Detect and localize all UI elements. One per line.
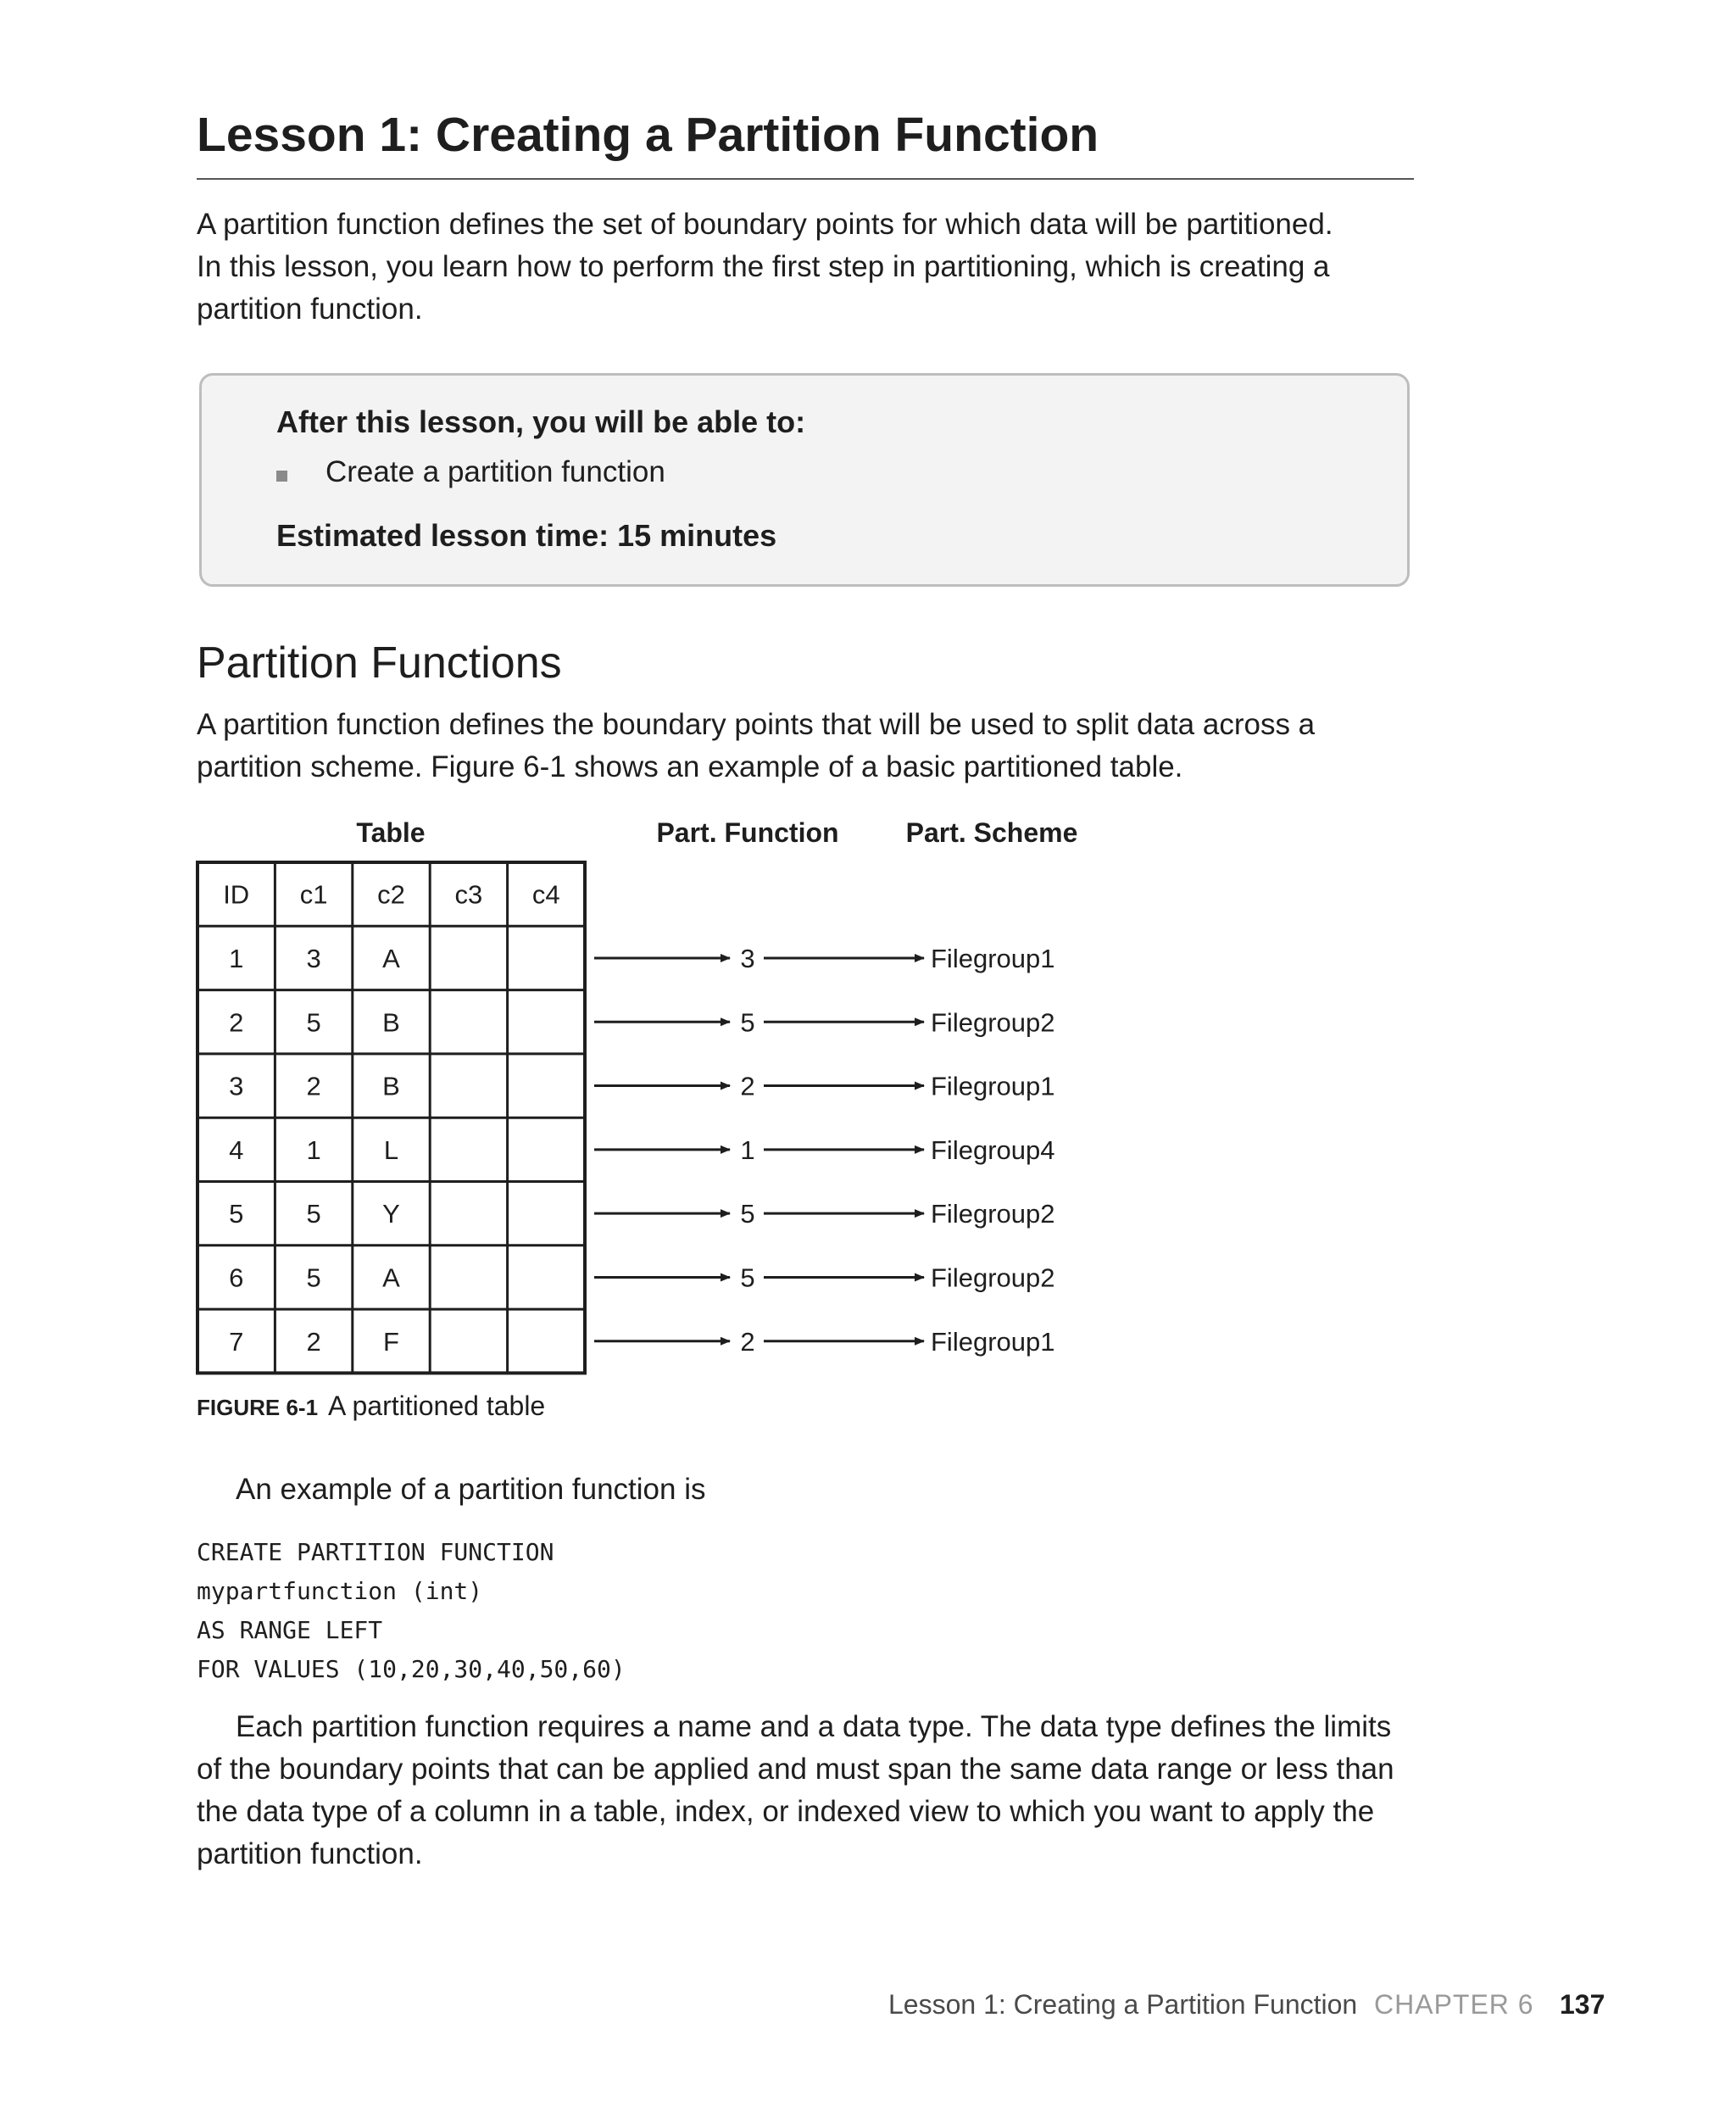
table-cell: 4 bbox=[229, 1134, 244, 1165]
table-cell: 3 bbox=[229, 1071, 244, 1101]
table-header: Table bbox=[356, 817, 426, 848]
intro-line-1: A partition function defines the set of boundary points for which data will be partitioned. bbox=[197, 208, 1333, 241]
footer-chapter: CHAPTER 6 bbox=[1374, 1989, 1534, 2020]
table-cell: 2 bbox=[306, 1071, 321, 1101]
filegroup-label: Filegroup2 bbox=[931, 1007, 1055, 1038]
table-cell: 2 bbox=[229, 1007, 244, 1038]
section-heading: Partition Functions bbox=[197, 638, 562, 688]
table-column-header: c2 bbox=[377, 879, 405, 910]
intro-line-2: In this lesson, you learn how to perform the first step in partitioning, which is creating a bbox=[197, 250, 1330, 283]
table-cell: F bbox=[383, 1326, 399, 1357]
figure-label: FIGURE 6-1 bbox=[197, 1395, 319, 1420]
function-header: Part. Function bbox=[656, 817, 839, 848]
filegroup-label: Filegroup1 bbox=[931, 1071, 1055, 1101]
table-cell: 1 bbox=[306, 1134, 321, 1165]
closing-line-1: Each partition function requires a name and a data type. The data type defines the limits bbox=[236, 1710, 1392, 1743]
table-cell: Y bbox=[382, 1199, 400, 1229]
example-intro: An example of a partition function is bbox=[236, 1473, 706, 1506]
function-value: 1 bbox=[740, 1134, 755, 1165]
table-column-header: ID bbox=[223, 879, 250, 910]
intro-line-3: partition function. bbox=[197, 293, 423, 326]
table-cell: 5 bbox=[306, 1007, 321, 1038]
filegroup-label: Filegroup1 bbox=[931, 1326, 1055, 1357]
objectives-heading: After this lesson, you will be able to: bbox=[276, 404, 806, 439]
table-cell: 1 bbox=[229, 943, 244, 973]
filegroup-label: Filegroup2 bbox=[931, 1262, 1055, 1293]
function-value: 5 bbox=[740, 1262, 755, 1293]
filegroup-label: Filegroup4 bbox=[931, 1134, 1055, 1165]
estimated-time: Estimated lesson time: 15 minutes bbox=[276, 518, 777, 553]
closing-line-3: the data type of a column in a table, index, or indexed view to which you want to apply the bbox=[197, 1795, 1375, 1828]
section-line-1: A partition function defines the boundary points that will be used to split data across a bbox=[197, 708, 1316, 741]
table-cell: 7 bbox=[229, 1326, 244, 1357]
table-cell: B bbox=[382, 1071, 400, 1101]
scheme-header: Part. Scheme bbox=[905, 817, 1078, 848]
filegroup-label: Filegroup2 bbox=[931, 1199, 1055, 1229]
table-cell: A bbox=[382, 1262, 400, 1293]
figure-caption-text: A partitioned table bbox=[328, 1391, 546, 1421]
objective-item: Create a partition function bbox=[326, 455, 665, 488]
table-cell: 6 bbox=[229, 1262, 244, 1293]
table-cell: A bbox=[382, 943, 400, 973]
code-line: CREATE PARTITION FUNCTION bbox=[197, 1538, 554, 1566]
code-line: FOR VALUES (10,20,30,40,50,60) bbox=[197, 1655, 626, 1683]
code-line: AS RANGE LEFT bbox=[197, 1616, 383, 1644]
table-cell: 5 bbox=[306, 1262, 321, 1293]
figure-caption bbox=[197, 1391, 545, 1422]
table-cell: 2 bbox=[306, 1326, 321, 1357]
function-value: 5 bbox=[740, 1199, 755, 1229]
table-cell: 3 bbox=[306, 943, 321, 973]
lesson-title: Lesson 1: Creating a Partition Function bbox=[197, 108, 1099, 162]
filegroup-label: Filegroup1 bbox=[931, 943, 1055, 973]
closing-line-4: partition function. bbox=[197, 1837, 423, 1870]
function-value: 2 bbox=[740, 1326, 755, 1357]
code-line: mypartfunction (int) bbox=[197, 1577, 483, 1605]
function-value: 3 bbox=[740, 943, 755, 973]
table-cell: 5 bbox=[229, 1199, 244, 1229]
table-cell: L bbox=[383, 1134, 399, 1165]
table-column-header: c4 bbox=[531, 879, 560, 910]
table-cell: B bbox=[382, 1007, 400, 1038]
table-column-header: c3 bbox=[454, 879, 483, 910]
closing-line-2: of the boundary points that can be applied and must span the same data range or less than bbox=[197, 1753, 1394, 1786]
footer-running-title: Lesson 1: Creating a Partition Function bbox=[888, 1989, 1358, 2020]
footer-page-number: 137 bbox=[1560, 1989, 1605, 2020]
function-value: 2 bbox=[740, 1071, 755, 1101]
function-value: 5 bbox=[740, 1007, 755, 1038]
table-column-header: c1 bbox=[299, 879, 328, 910]
table-cell: 5 bbox=[306, 1199, 321, 1229]
code-block bbox=[197, 1533, 626, 1689]
section-line-2: partition scheme. Figure 6-1 shows an example of a basic partitioned table. bbox=[197, 750, 1183, 783]
